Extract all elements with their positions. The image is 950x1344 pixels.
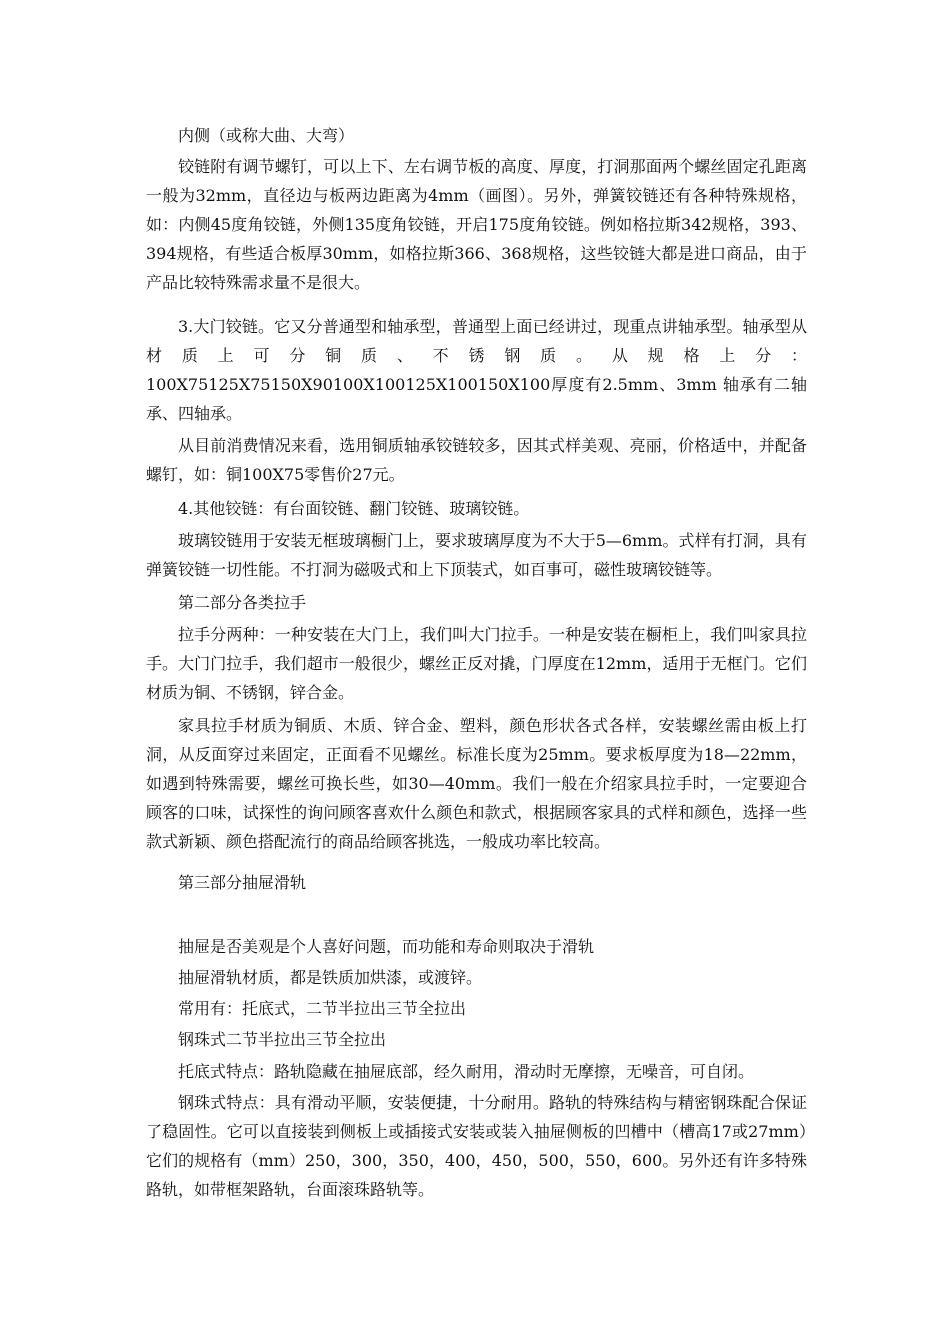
section-heading-handles: 第二部分各类拉手 [178, 593, 307, 612]
paragraph-inner-bend: 内侧（或称大曲、大弯） [178, 126, 355, 145]
paragraph-common-types: 常用有：托底式，二节半拉出三节全拉出 [178, 999, 467, 1018]
section-heading-drawer-slides: 第三部分抽屉滑轨 [178, 873, 307, 892]
paragraph-ball-bearing-features: 钢珠式特点：具有滑动平顺，安装便捷，十分耐用。路轨的特殊结构与精密钢珠配合保证了稳固性。它可以直接装到侧板上或插接式安装或装入抽屉侧板的凹槽中（槽高17或27mm）它们的规格有（mm）250，300，350，400，450，500，550，600。另外还有许多特殊路轨，如带框架路轨，台面滚珠路轨等。 [146, 1093, 807, 1199]
paragraph-glass-hinge: 玻璃铰链用于安装无框玻璃橱门上，要求玻璃厚度为不大于5—6mm。式样有打洞，具有弹簧铰链一切性能。不打洞为磁吸式和上下顶装式，如百事可，磁性玻璃铰链等。 [146, 531, 807, 579]
paragraph-gate-hinge-specs: 100X75125X75150X90100X100125X100150X100厚度有2.5mm、3mm 轴承有二轴承、四轴承。 [146, 375, 807, 423]
paragraph-drawer-function: 抽屉是否美观是个人喜好问题，而功能和寿命则取决于滑轨 [178, 937, 595, 956]
paragraph-slide-material: 抽屉滑轨材质，都是铁质加烘漆，或渡锌。 [178, 968, 483, 987]
paragraph-consumption: 从目前消费情况来看，选用铜质轴承铰链较多，因其式样美观、亮丽，价格适中，并配备螺钉，如：铜100X75零售价27元。 [146, 436, 807, 484]
paragraph-gate-hinge: 3.大门铰链。它又分普通型和轴承型，普通型上面已经讲过，现重点讲轴承型。轴承型从材质上可分铜质、不锈钢质。从规格上分： [146, 317, 807, 365]
paragraph-other-hinges: 4.其他铰链：有台面铰链、翻门铰链、玻璃铰链。 [178, 499, 530, 518]
paragraph-furniture-handles: 家具拉手材质为铜质、木质、锌合金、塑料，颜色形状各式各样，安装螺丝需由板上打洞，从反面穿过来固定，正面看不见螺丝。标准长度为25mm。要求板厚度为18—22mm，如遇到特殊需要，螺丝可换长些，如30—40mm。我们一般在介绍家具拉手时，一定要迎合顾客的口味，试探性的询问顾客喜欢什么颜色和款式，根据顾客家具的式样和颜色，选择一些款式新颖、颜色搭配流行的商品给顾客挑选，一般成功率比较高。 [146, 716, 807, 851]
paragraph-hinge-adjustment: 铰链附有调节螺钉，可以上下、左右调节板的高度、厚度，打洞那面两个螺丝固定孔距离一般为32mm，直径边与板两边距离为4mm（画图）。另外，弹簧铰链还有各种特殊规格，如：内侧45度角铰链，外侧135度角铰链，开启175度角铰链。例如格拉斯342规格，393、394规格，有些适合板厚30mm，如格拉斯366、368规格，这些铰链大都是进口商品，由于产品比较特殊需求量不是很大。 [146, 157, 807, 292]
paragraph-ball-bearing-types: 钢珠式二节半拉出三节全拉出 [178, 1030, 387, 1049]
paragraph-handle-types: 拉手分两种：一种安装在大门上，我们叫大门拉手。一种是安装在橱柜上，我们叫家具拉手。大门门拉手，我们超市一般很少，螺丝正反对撬，门厚度在12mm，适用于无框门。它们材质为铜、不锈钢，锌合金。 [146, 625, 807, 702]
paragraph-bottom-mount-features: 托底式特点：路轨隐藏在抽屉底部，经久耐用，滑动时无摩擦，无噪音，可自闭。 [178, 1062, 755, 1081]
